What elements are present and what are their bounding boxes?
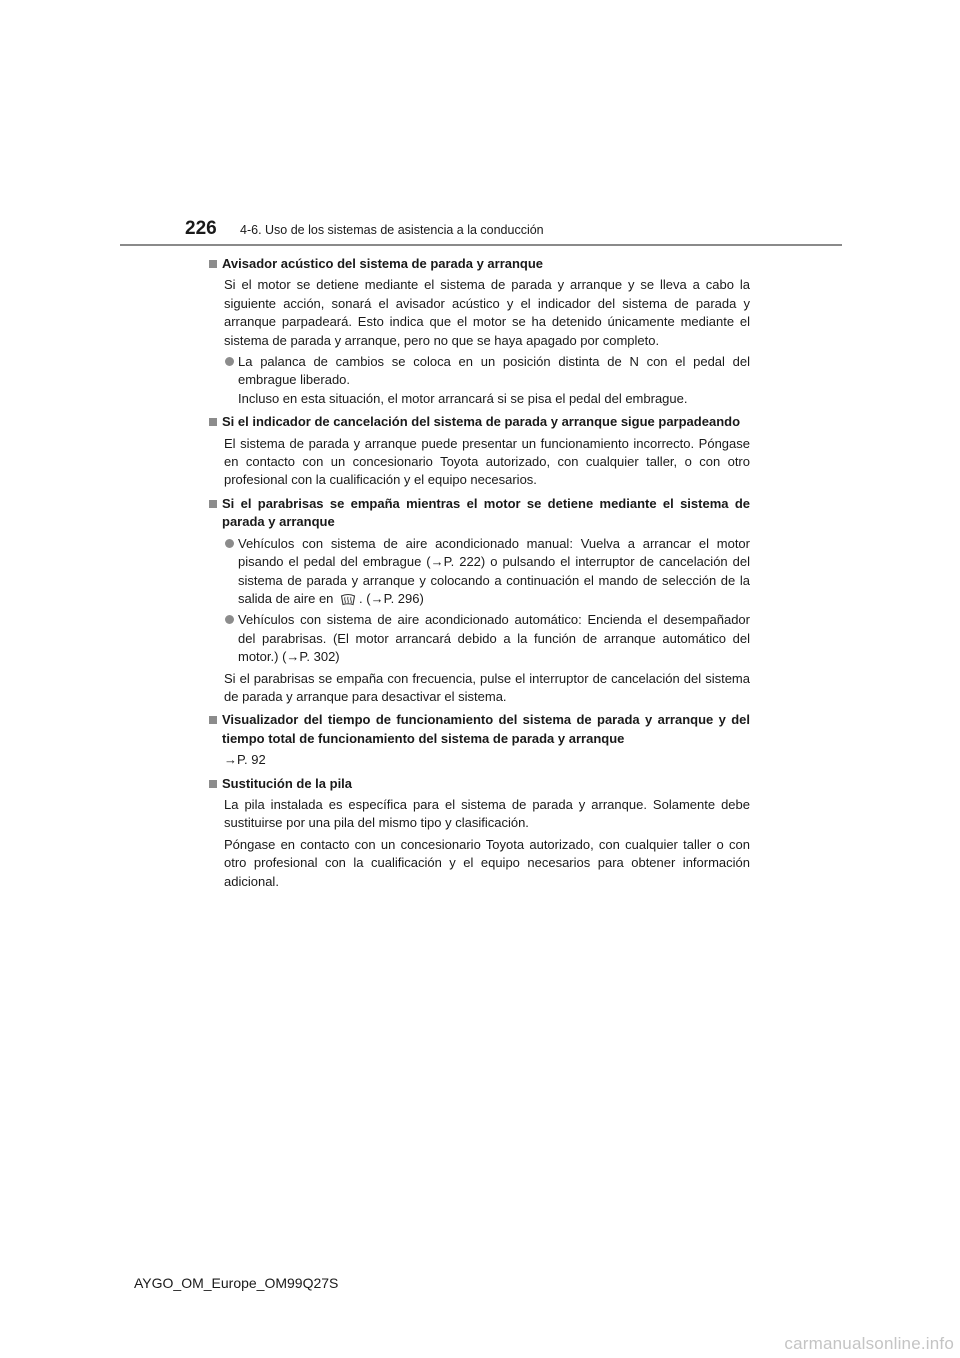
section-indicator-blinking: [208, 413, 750, 490]
round-bullet-icon: [225, 615, 234, 624]
section-heading: [208, 413, 750, 431]
square-bullet-icon: [209, 418, 217, 426]
heading-text: Si el indicador de cancelación del sistema de parada y arranque sigue parpadeando: [222, 414, 741, 430]
section-title: 4-6. Uso de los sistemas de asistencia a la conducción: [240, 223, 544, 237]
square-bullet-icon: [209, 716, 217, 724]
square-bullet-icon: [209, 500, 217, 508]
bullet-text-note: Incluso en esta situación, el motor arrancará si se pisa el pedal del embrague.: [238, 390, 688, 406]
paragraph: La pila instalada es específica para el sistema de parada y arranque. Solamente debe sustituirse por una pila del mismo tipo y clasificación.: [224, 796, 750, 831]
heading-text: Visualizador del tiempo de funcionamiento del sistema de parada y arranque y del tiempo total de funcionamiento del sistema de parada y arranque: [222, 712, 750, 746]
bullet-text-page-ref: . (→P. 296): [359, 590, 424, 606]
page-content: [208, 255, 750, 896]
bullet-item: [208, 353, 750, 408]
section-acoustic-warning: [208, 255, 750, 408]
section-heading: [208, 775, 750, 793]
document-code: AYGO_OM_Europe_OM99Q27S: [134, 1275, 339, 1291]
section-heading: [208, 495, 750, 532]
section-battery-replacement: [208, 775, 750, 891]
windshield-defroster-icon: [340, 592, 356, 606]
bullet-text: Vehículos con sistema de aire acondicionado manual: Vuelva a arrancar el motor pisando el pedal del embrague (→P. 222) o pulsando el interruptor de cancelación del sistema de parada y arranque y colocando a continuación el mando de selección de la salida de aire en: [238, 535, 750, 606]
heading-text: Si el parabrisas se empaña mientras el motor se detiene mediante el sistema de parada y arranque: [222, 495, 750, 530]
page-number: 226: [185, 218, 217, 239]
bullet-item: [208, 535, 750, 609]
square-bullet-icon: [209, 260, 217, 268]
round-bullet-icon: [225, 357, 234, 366]
heading-text: Avisador acústico del sistema de parada y arranque: [222, 256, 544, 271]
bullet-text: La palanca de cambios se coloca en un posición distinta de N con el pedal del embrague liberado.: [238, 354, 750, 388]
section-operation-time-display: [208, 711, 750, 769]
heading-text: Sustitución de la pila: [222, 775, 353, 791]
section-heading: [208, 255, 750, 273]
header-divider: [120, 244, 842, 246]
section-heading: [208, 711, 750, 748]
paragraph: El sistema de parada y arranque puede presentar un funcionamiento incorrecto. Póngase en contacto con un concesionario Toyota autorizado, con cualquier taller, o con otro profesional con la cualificación y el equipo necesarios.: [224, 435, 750, 488]
bullet-text: Vehículos con sistema de aire acondicionado automático: Encienda el desempañador del parabrisas. (El motor arrancará debido a la función de arranque automático del motor.) (→P. 302): [238, 612, 750, 665]
watermark: carmanualsonline.info: [784, 1334, 954, 1353]
square-bullet-icon: [209, 780, 217, 788]
section-windshield-fog: [208, 495, 750, 706]
bullet-item: [208, 611, 750, 666]
paragraph: Si el parabrisas se empaña con frecuencia, pulse el interruptor de cancelación del sistema de parada y arranque para desactivar el sistema.: [224, 670, 750, 704]
paragraph: Si el motor se detiene mediante el sistema de parada y arranque y se lleva a cabo la siguiente acción, sonará el avisador acústico y el indicador del sistema de parada y arranque parpadeará. Esto indica que el motor se ha detenido únicamente mediante el sistema de parada y arranque, pero no que se haya apagado por completo.: [224, 277, 750, 348]
round-bullet-icon: [225, 539, 234, 548]
paragraph: Póngase en contacto con un concesionario Toyota autorizado, con cualquier taller o con otro profesional con la cualificación y el equipo necesarios para obtener información adicional.: [224, 836, 750, 889]
page-reference: →P. 92: [224, 752, 266, 768]
